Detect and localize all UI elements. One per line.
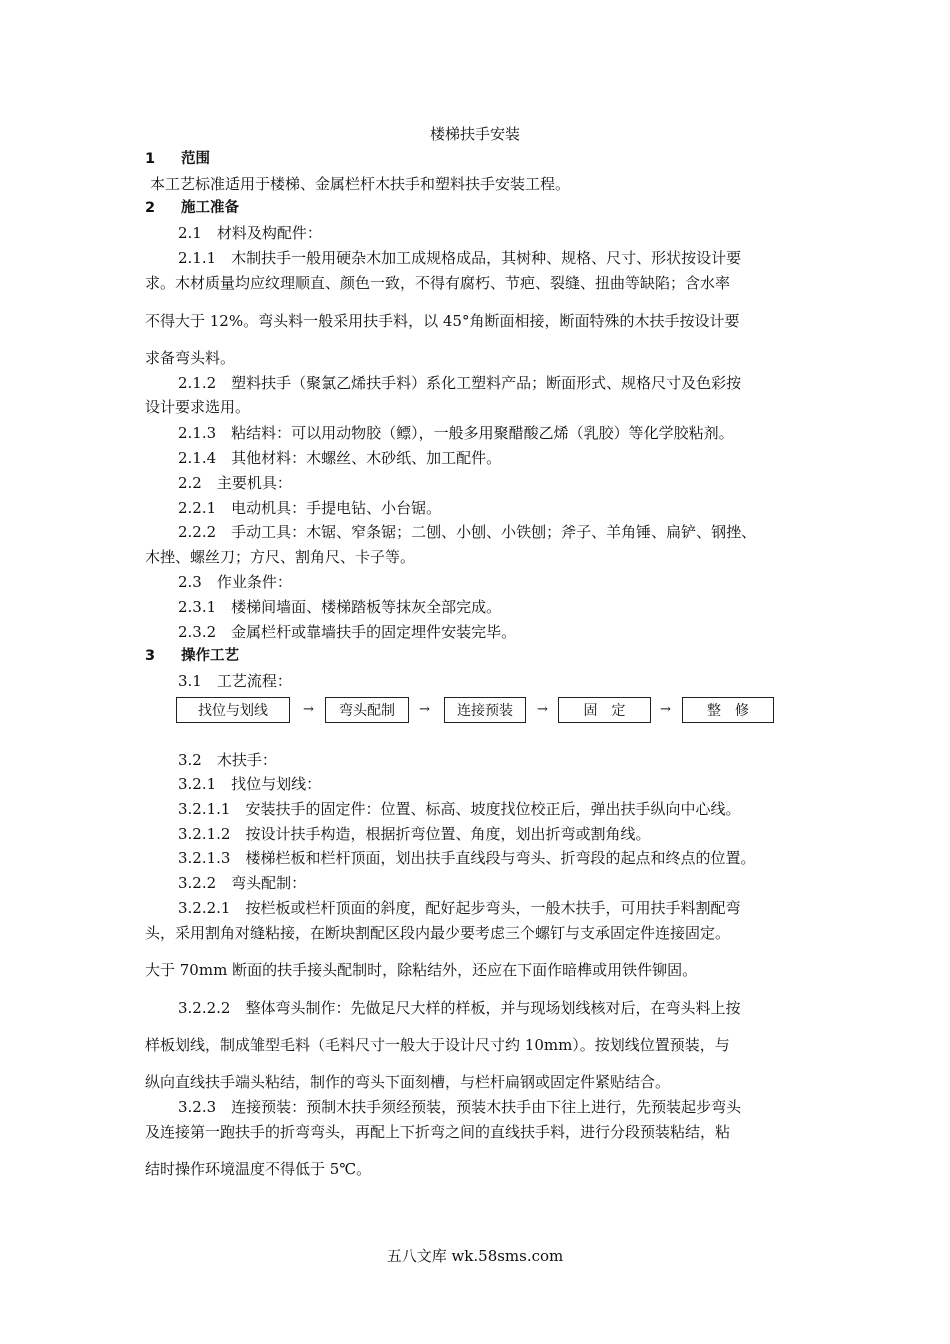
section-3-heading [145, 649, 239, 664]
subheading: 3.2 木扶手： [178, 751, 277, 769]
arrow-right-icon: → [660, 702, 671, 717]
paragraph-line: 2.1.2 塑料扶手（聚氯乙烯扶手料）系化工塑料产品；断面形式、规格尺寸及色彩按 [178, 374, 742, 392]
subheading: 2.2 主要机具： [178, 474, 292, 492]
paragraph-line: 设计要求选用。 [145, 398, 251, 416]
paragraph-line: 不得大于 12%。弯头料一般采用扶手料，以 45°角断面相接，断面特殊的木扶手按设计要 [145, 312, 740, 330]
section-number: 2 [145, 200, 156, 216]
flow-step-box: 固 定 [558, 697, 651, 723]
section-number: 1 [145, 151, 156, 167]
flow-step-box: 整 修 [682, 697, 774, 723]
footer-watermark-text: 五八文库 wk.58sms.com [386, 1247, 564, 1265]
paragraph-line: 纵向直线扶手端头粘结，制作的弯头下面刻槽，与栏杆扁钢或固定件紧贴结合。 [145, 1073, 671, 1091]
paragraph-line: 样板划线，制成雏型毛料（毛料尺寸一般大于设计尺寸约 10mm）。按划线位置预装，与 [145, 1036, 730, 1054]
paragraph-line: 2.1.3 粘结料：可以用动物胶（鳔），一般多用聚醋酸乙烯（乳胶）等化学胶粘剂。 [178, 424, 734, 442]
flow-step-box: 连接预装 [444, 697, 526, 723]
paragraph-line: 结时操作环境温度不得低于 5℃。 [145, 1160, 372, 1178]
paragraph: 本工艺标准适用于楼梯、金属栏杆木扶手和塑料扶手安装工程。 [150, 175, 571, 193]
paragraph-line: 2.3.2 金属栏杆或靠墙扶手的固定埋件安装完毕。 [178, 623, 517, 641]
document-title: 楼梯扶手安装 [429, 125, 520, 143]
section-title: 施工准备 [181, 200, 239, 216]
paragraph-line: 2.1.4 其他材料：木螺丝、木砂纸、加工配件。 [178, 449, 502, 467]
paragraph-line: 及连接第一跑扶手的折弯弯头，再配上下折弯之间的直线扶手料，进行分段预装粘结，粘 [145, 1123, 731, 1141]
paragraph-line: 2.1.1 木制扶手一般用硬杂木加工成规格成品，其树种、规格、尺寸、形状按设计要 [178, 249, 742, 267]
subheading: 3.2.1 找位与划线： [178, 775, 322, 793]
section-title: 范围 [181, 151, 210, 167]
paragraph-line: 头，采用割角对缝粘接，在断块割配区段内最少要考虑三个螺钉与支承固定件连接固定。 [145, 924, 731, 942]
arrow-right-icon: → [419, 702, 430, 717]
paragraph-line: 木挫、螺丝刀；方尺、割角尺、卡子等。 [145, 548, 416, 566]
paragraph-line: 3.2.1.1 安装扶手的固定件：位置、标高、坡度找位校正后，弹出扶手纵向中心线。 [178, 800, 741, 818]
arrow-right-icon: → [303, 702, 314, 717]
section-number: 3 [145, 648, 156, 664]
paragraph-line: 大于 70mm 断面的扶手接头配制时，除粘结外，还应在下面作暗榫或用铁件铆固。 [145, 961, 698, 979]
subheading: 3.1 工艺流程： [178, 672, 292, 690]
arrow-right-icon: → [537, 702, 548, 717]
paragraph-line: 3.2.3 连接预装：预制木扶手须经预装，预装木扶手由下往上进行，先预装起步弯头 [178, 1098, 742, 1116]
paragraph-line: 3.2.2.2 整体弯头制作：先做足尺大样的样板，并与现场划线核对后，在弯头料上按 [178, 999, 741, 1017]
paragraph-line: 2.2.2 手动工具：木锯、窄条锯；二刨、小刨、小铁刨；斧子、羊角锤、扁铲、钢挫、 [178, 523, 757, 541]
paragraph-line: 求备弯头料。 [145, 349, 236, 367]
paragraph-line: 3.2.2.1 按栏板或栏杆顶面的斜度，配好起步弯头，一般木扶手，可用扶手料割配弯 [178, 899, 741, 917]
paragraph-line: 求。木材质量均应纹理顺直、颜色一致，不得有腐朽、节疤、裂缝、扭曲等缺陷；含水率 [145, 274, 731, 292]
paragraph-line: 2.3.1 楼梯间墙面、楼梯踏板等抹灰全部完成。 [178, 598, 502, 616]
subheading: 3.2.2 弯头配制： [178, 874, 307, 892]
flow-step-box: 找位与划线 [176, 697, 290, 723]
section-title: 操作工艺 [181, 648, 239, 664]
paragraph-line: 3.2.1.3 楼梯栏板和栏杆顶面，划出扶手直线段与弯头、折弯段的起点和终点的位置。 [178, 849, 756, 867]
section-2-heading [145, 201, 239, 216]
subheading: 2.1 材料及构配件： [178, 224, 322, 242]
paragraph-line: 2.2.1 电动机具：手提电钻、小台锯。 [178, 499, 442, 517]
paragraph-line: 3.2.1.2 按设计扶手构造，根据折弯位置、角度，划出折弯或割角线。 [178, 825, 651, 843]
section-1-heading [145, 152, 210, 167]
subheading: 2.3 作业条件： [178, 573, 292, 591]
flow-step-box: 弯头配制 [325, 697, 409, 723]
